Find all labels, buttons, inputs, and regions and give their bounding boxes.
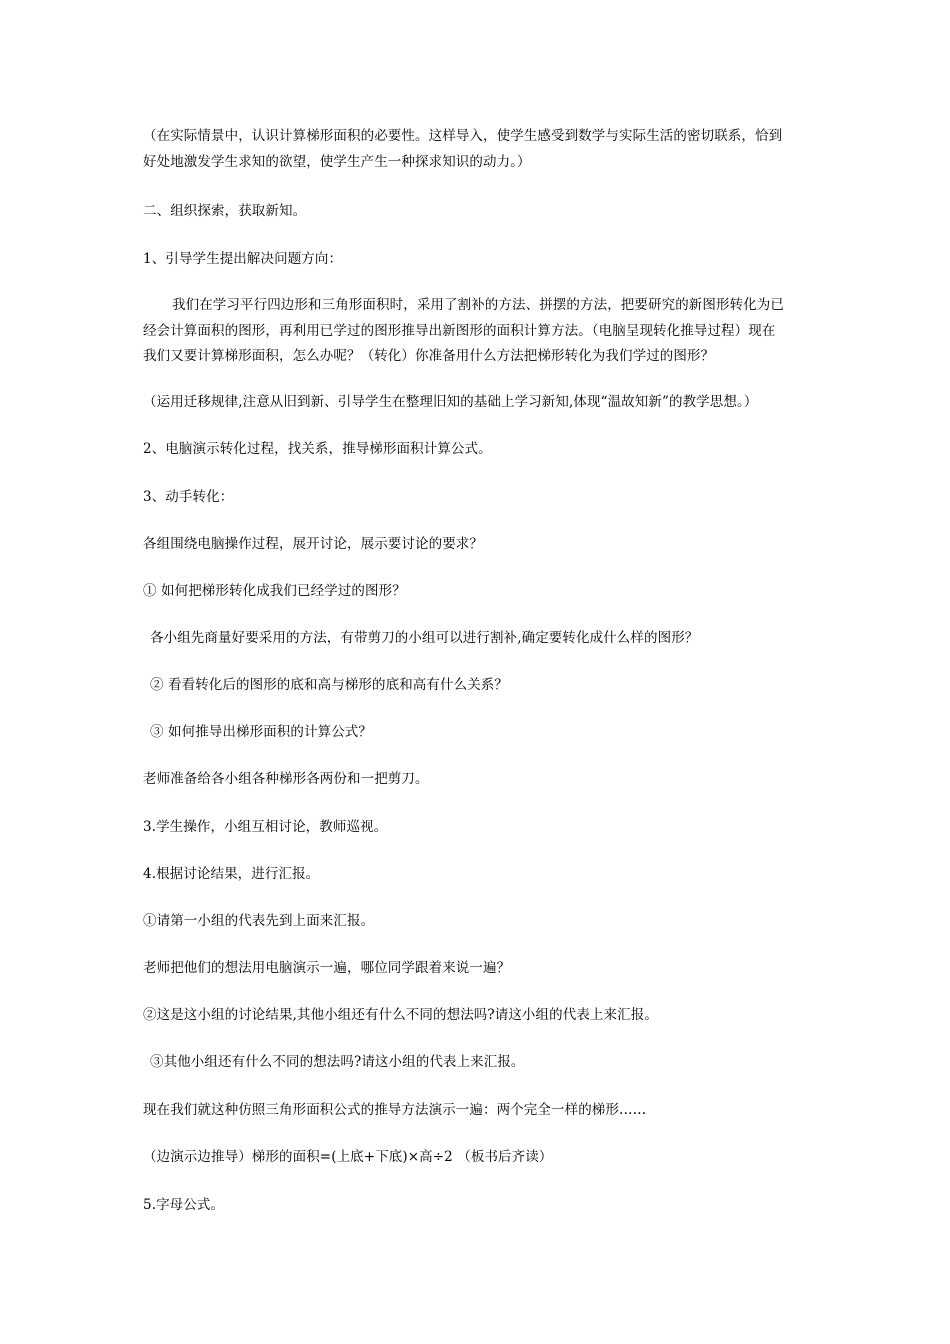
area-formula: （边演示边推导）梯形的面积=(上底+下底)×高÷2 （板书后齐读） <box>143 1149 553 1165</box>
transfer-note: （运用迁移规律,注意从旧到新、引导学生在整理旧知的基础上学习新知,体现“温故知新”的教学思想。） <box>143 394 758 410</box>
step-report: 4.根据讨论结果，进行汇报。 <box>143 866 320 882</box>
report-1: ①请第一小组的代表先到上面来汇报。 <box>143 913 375 929</box>
question-2: ② 看看转化后的图形的底和高与梯形的底和高有什么关系？ <box>150 677 508 693</box>
method-paragraph-line-1: 我们在学习平行四边形和三角形面积时，采用了割补的方法、拼摆的方法，把要研究的新图形转化为已 <box>172 297 784 313</box>
step-student-operation: 3.学生操作，小组互相讨论，教师巡视。 <box>143 819 388 835</box>
question-1: ① 如何把梯形转化成我们已经学过的图形？ <box>143 583 406 599</box>
intro-note-line-1: （在实际情景中，认识计算梯形面积的必要性。这样导入，使学生感受到数学与实际生活的密切联系，恰到 <box>143 128 783 144</box>
teacher-prep: 老师准备给各小组各种梯形各两份和一把剪刀。 <box>143 771 429 787</box>
group-method-note: 各小组先商量好要采用的方法，有带剪刀的小组可以进行割补,确定要转化成什么样的图形？ <box>150 630 699 646</box>
report-3: ③其他小组还有什么不同的想法吗?请这小组的代表上来汇报。 <box>150 1054 525 1070</box>
question-3: ③ 如何推导出梯形面积的计算公式？ <box>150 724 372 740</box>
step-1-heading: 1、引导学生提出解决问题方向： <box>143 251 343 267</box>
discussion-intro: 各组围绕电脑操作过程，展开讨论，展示要讨论的要求？ <box>143 536 483 552</box>
method-paragraph-line-3: 我们又要计算梯形面积，怎么办呢？（转化）你准备用什么方法把梯形转化为我们学过的图形？ <box>143 348 715 364</box>
teacher-demo: 老师把他们的想法用电脑演示一遍，哪位同学跟着来说一遍？ <box>143 960 511 976</box>
step-3-heading: 3、动手转化： <box>143 489 234 505</box>
report-2: ②这是这小组的讨论结果,其他小组还有什么不同的想法吗?请这小组的代表上来汇报。 <box>143 1007 658 1023</box>
step-2-heading: 2、电脑演示转化过程，找关系，推导梯形面积计算公式。 <box>143 441 492 457</box>
section-heading: 二、组织探索，获取新知。 <box>143 203 307 219</box>
demo-intro: 现在我们就这种仿照三角形面积公式的推导方法演示一遍：两个完全一样的梯形…… <box>143 1102 647 1118</box>
step-letter-formula: 5.字母公式。 <box>143 1197 225 1213</box>
method-paragraph-line-2: 经会计算面积的图形，再利用已学过的图形推导出新图形的面积计算方法。（电脑呈现转化推导过程）现在 <box>143 323 776 339</box>
intro-note-line-2: 好处地激发学生求知的欲望，使学生产生一种探求知识的动力。） <box>143 154 531 170</box>
